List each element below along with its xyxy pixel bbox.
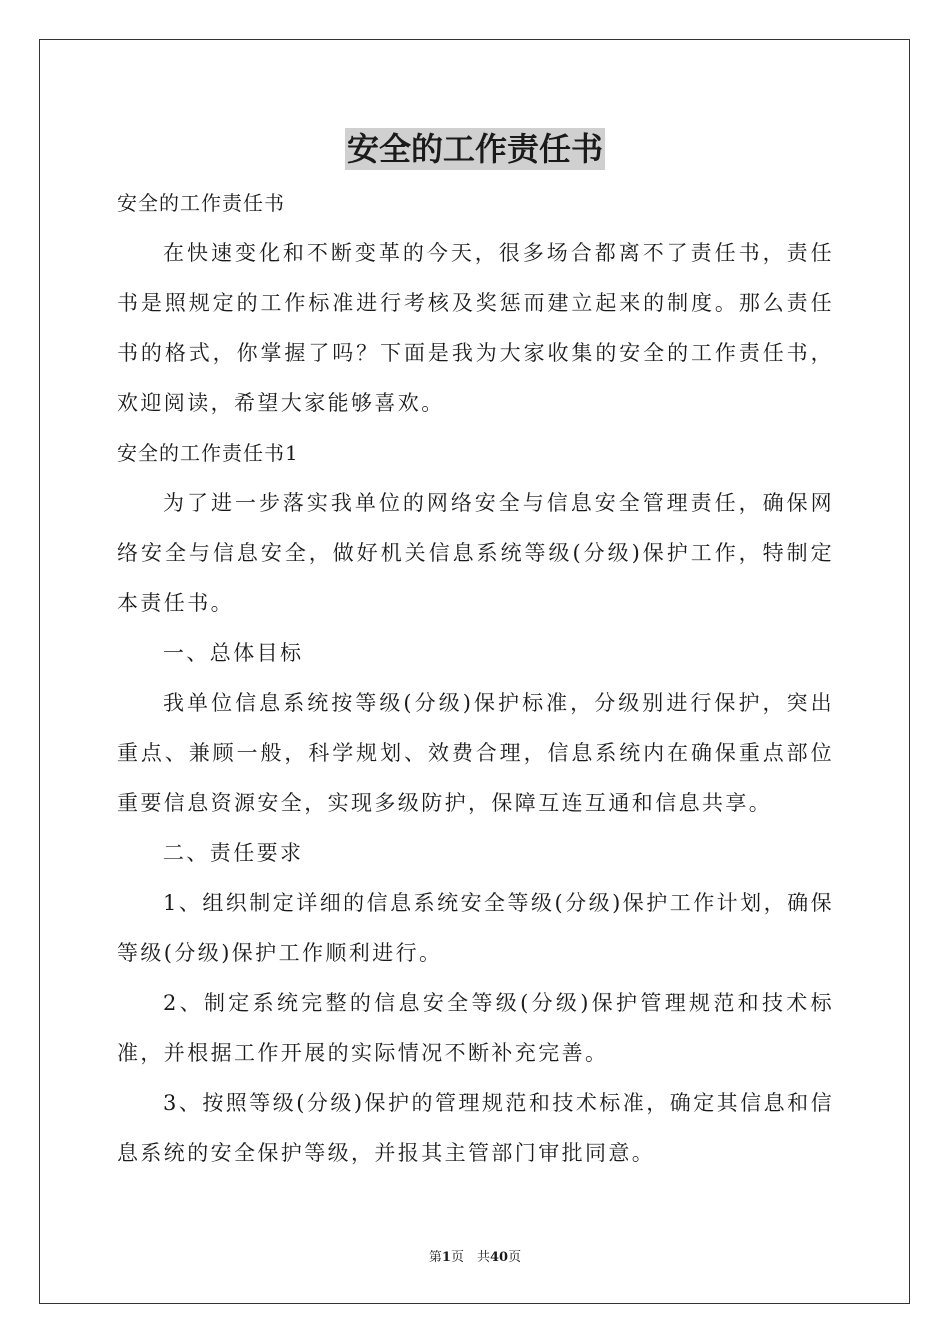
document-body [117,178,834,1178]
list-item: 3、按照等级(分级)保护的管理规范和技术标准，确定其信息和信息系统的安全保护等级，并报其主管部门审批同意。 [117,1091,834,1165]
paragraph: 我单位信息系统按等级(分级)保护标准，分级别进行保护，突出重点、兼顾一般，科学规划、效费合理，信息系统内在确保重点部位重要信息资源安全，实现多级防护，保障互连互通和信息共享。 [117,691,834,815]
total-pages: 40 [489,1250,509,1265]
paragraph: 为了进一步落实我单位的网络安全与信息安全管理责任，确保网络安全与信息安全，做好机关信息系统等级(分级)保护工作，特制定本责任书。 [117,491,834,615]
footer-prefix: 第 [428,1250,442,1265]
document-title: 安全的工作责任书 [346,130,603,168]
section-heading: 安全的工作责任书1 [117,441,299,465]
section-title-requirements: 二、责任要求 [163,841,304,865]
title-container [0,128,950,170]
page-number: 1 [441,1250,451,1265]
footer-suffix: 页 [508,1250,522,1265]
section-title-goal: 一、总体目标 [163,641,304,665]
subtitle: 安全的工作责任书 [117,191,285,215]
footer-mid: 页 共 [450,1250,490,1265]
intro-paragraph: 在快速变化和不断变革的今天，很多场合都离不了责任书，责任书是照规定的工作标准进行考核及奖惩而建立起来的制度。那么责任书的格式，你掌握了吗？下面是我为大家收集的安全的工作责任书，欢迎阅读，希望大家能够喜欢。 [117,241,834,415]
list-item: 2、制定系统完整的信息安全等级(分级)保护管理规范和技术标准，并根据工作开展的实际情况不断补充完善。 [117,991,834,1065]
list-item: 1、组织制定详细的信息系统安全等级(分级)保护工作计划，确保等级(分级)保护工作顺利进行。 [117,891,834,965]
page-footer [0,1250,950,1266]
